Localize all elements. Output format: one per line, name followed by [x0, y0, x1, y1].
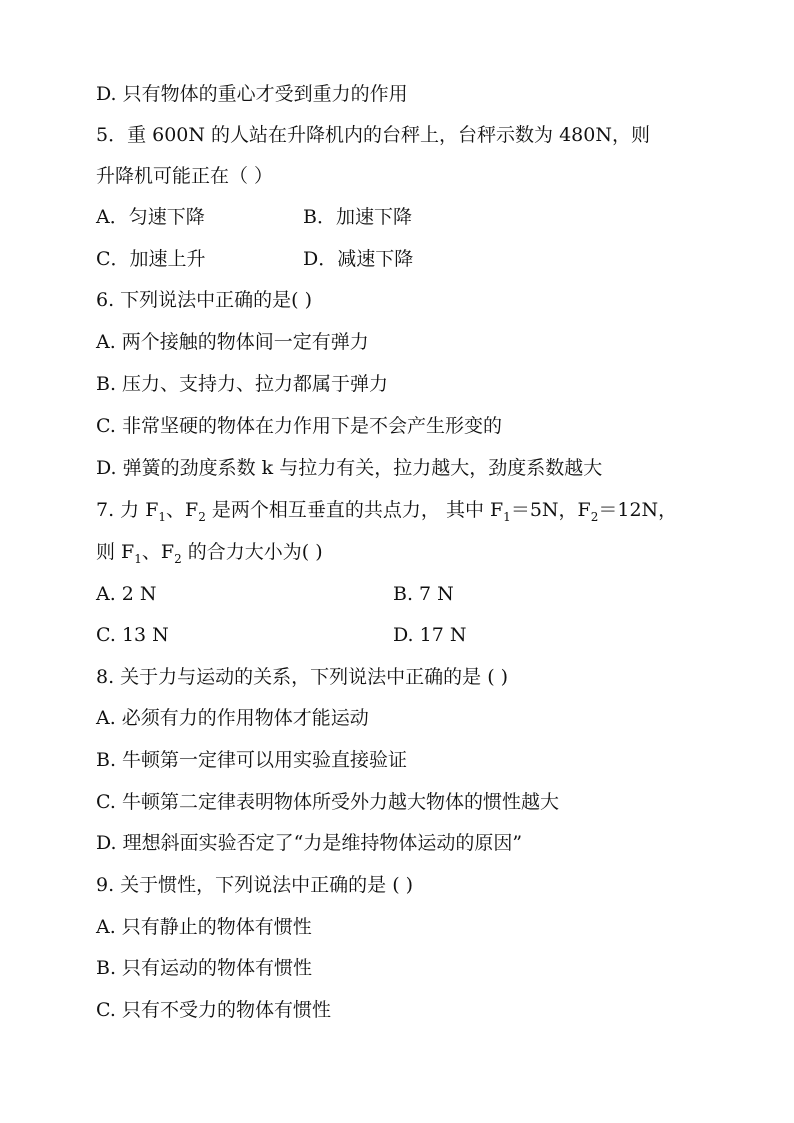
q5-stem-cont: 升降机可能正在（ ）	[96, 165, 274, 187]
q7-option-c: C. 13 N	[96, 624, 169, 646]
q5-option-a: A．匀速下降	[96, 206, 205, 228]
q6-stem: 6. 下列说法中正确的是( )	[96, 289, 313, 311]
q5-option-b: B．加速下降	[303, 206, 412, 228]
q8-option-d: D. 理想斜面实验否定了“力是维持物体运动的原因”	[96, 832, 523, 854]
q7-option-b: B. 7 N	[393, 583, 454, 605]
q7-stem: 7. 力 $F_1$、$F_2$ 是两个相互垂直的共点力， 其中 $F_1=5N$，$F_2=12N$，	[96, 499, 678, 524]
q5-options-row1	[96, 205, 734, 229]
q7-option-d: D. 17 N	[393, 624, 467, 646]
q7-options-row1	[96, 582, 734, 606]
q9-option-c: C. 只有不受力的物体有惯性	[96, 999, 331, 1021]
q5-option-d: D．减速下降	[303, 248, 414, 270]
q7-option-a: A. 2 N	[96, 583, 157, 605]
q6-option-c: C. 非常坚硬的物体在力作用下是不会产生形变的	[96, 415, 502, 437]
q4-option-d: D. 只有物体的重心才受到重力的作用	[96, 83, 408, 105]
q6-option-d: D. 弹簧的劲度系数 k 与拉力有关，拉力越大，劲度系数越大	[96, 457, 603, 479]
q8-option-b: B. 牛顿第一定律可以用实验直接验证	[96, 749, 408, 771]
q9-stem: 9. 关于惯性，下列说法中正确的是 ( )	[96, 874, 414, 896]
q7-stem-cont: 则 $F_1$、$F_2$ 的合力大小为( )	[96, 541, 323, 566]
q8-stem: 8. 关于力与运动的关系，下列说法中正确的是 ( )	[96, 666, 509, 688]
q8-option-c: C. 牛顿第二定律表明物体所受外力越大物体的惯性越大	[96, 791, 559, 813]
q9-option-b: B. 只有运动的物体有惯性	[96, 957, 313, 979]
q8-option-a: A. 必须有力的作用物体才能运动	[96, 707, 369, 729]
q7-options-row2	[96, 623, 734, 647]
q5-stem: 5．重 600N 的人站在升降机内的台秤上，台秤示数为 480N，则	[96, 124, 650, 146]
q6-option-b: B. 压力、支持力、拉力都属于弹力	[96, 373, 389, 395]
q9-option-a: A. 只有静止的物体有惯性	[96, 916, 312, 938]
q5-option-c: C．加速上升	[96, 248, 206, 270]
q5-options-row2	[96, 247, 734, 271]
q6-option-a: A. 两个接触的物体间一定有弹力	[96, 331, 369, 353]
